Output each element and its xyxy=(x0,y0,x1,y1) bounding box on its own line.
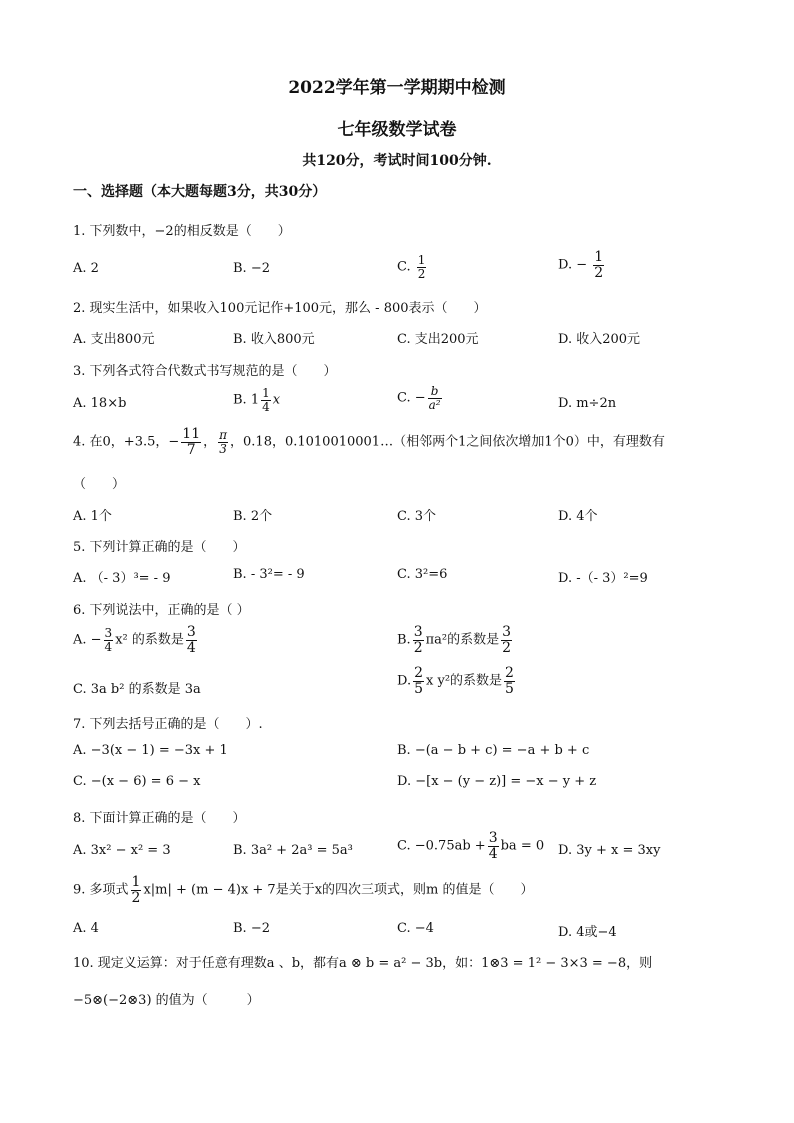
exam-subtitle: 七年级数学试卷 xyxy=(337,120,457,140)
q8-option-b: B. 3a² + 2a³ = 5a³ xyxy=(233,843,353,858)
question-2-stem: 2. 现实生活中，如果收入100元记作+100元，那么 - 800表示（ ） xyxy=(73,301,487,316)
q9-option-b: B. −2 xyxy=(233,921,270,936)
question-7-stem: 7. 下列去括号正确的是（ ）. xyxy=(73,717,263,732)
question-9-stem: 9. 多项式 $\frac{1}{2}$ x|m| + (m − 4)x + 7是关于x的四次三项式，则m 的值是（ ） xyxy=(73,874,534,906)
q1-option-a: A. 2 xyxy=(73,261,99,276)
section-heading: 一、选择题（本大题每题3分，共30分） xyxy=(73,184,327,200)
q8-option-d: D. 3y + x = 3xy xyxy=(558,843,661,858)
question-10-stem: 10. 现定义运算：对于任意有理数a 、b，都有a ⊗ b = a² − 3b，如：1⊗3 = 1² − 3×3 = −8，则 xyxy=(73,956,653,971)
question-8-stem: 8. 下面计算正确的是（ ） xyxy=(73,811,246,826)
q7-option-b: B. −(a − b + c) = −a + b + c xyxy=(397,743,590,758)
q1-option-b: B. −2 xyxy=(233,261,270,276)
q3-option-b: B. 1 $\frac{1}{4}$ x xyxy=(233,386,281,414)
q3-option-a: A. 18×b xyxy=(73,396,127,411)
q2-option-c: C. 支出200元 xyxy=(397,332,479,347)
q6-option-d: D. $\frac{2}{5}$ x y²的系数是 $\frac{2}{5}$ xyxy=(397,665,514,697)
q4-option-c: C. 3个 xyxy=(397,509,437,524)
q5-option-c: C. 3²=6 xyxy=(397,567,448,582)
q5-option-b: B. - 3²= - 9 xyxy=(233,567,305,582)
q4-option-b: B. 2个 xyxy=(233,509,273,524)
question-4-stem: 4. 在0，+3.5，− $\frac{11}{7}$ ， $\frac{\pi}{3}$ ，0.18，0.1010010001…（相邻两个1之间依次增加1个0）中，有理数有 xyxy=(73,426,665,458)
q4-option-d: D. 4个 xyxy=(558,509,598,524)
exam-info: 共120分，考试时间100分钟. xyxy=(302,153,492,169)
q7-option-d: D. −[x − (y − z)] = −x − y + z xyxy=(397,774,597,789)
q5-option-d: D. -（- 3）²=9 xyxy=(558,571,648,586)
question-6-stem: 6. 下列说法中，正确的是（ ） xyxy=(73,603,250,618)
q9-option-c: C. −4 xyxy=(397,921,434,936)
q7-option-a: A. −3(x − 1) = −3x + 1 xyxy=(73,743,228,758)
q8-option-a: A. 3x² − x² = 3 xyxy=(73,843,171,858)
q3-option-d: D. m÷2n xyxy=(558,396,617,411)
question-5-stem: 5. 下列计算正确的是（ ） xyxy=(73,540,246,555)
question-10-stem-cont: −5⊗(−2⊗3) 的值为（ ） xyxy=(73,993,260,1008)
q9-option-a: A. 4 xyxy=(73,921,99,936)
q3-option-c: C. − $\frac{b}{\text{a²}}$ xyxy=(397,384,441,412)
q6-option-b: B. $\frac{3}{2}$ πa²的系数是 $\frac{3}{2}$ xyxy=(397,624,512,656)
q8-option-c: C. −0.75ab + $\frac{3}{4}$ ba = 0 xyxy=(397,830,545,862)
q4-option-a: A. 1个 xyxy=(73,509,112,524)
q2-option-b: B. 收入800元 xyxy=(233,332,315,347)
question-1-stem: 1. 下列数中，−2的相反数是（ ） xyxy=(73,224,291,239)
q9-option-d: D. 4或−4 xyxy=(558,925,617,940)
question-4-stem-cont: （ ） xyxy=(73,477,126,492)
q5-option-a: A. （- 3）³= - 9 xyxy=(73,571,171,586)
q6-option-a: A. − $\frac{3}{4}$ x² 的系数是 $\frac{3}{4}$ xyxy=(73,624,196,656)
exam-title: 2022学年第一学期期中检测 xyxy=(288,78,506,98)
q2-option-d: D. 收入200元 xyxy=(558,332,641,347)
q2-option-a: A. 支出800元 xyxy=(73,332,155,347)
question-3-stem: 3. 下列各式符合代数式书写规范的是（ ） xyxy=(73,364,337,379)
q1-option-d: D. − $\frac{1}{2}$ xyxy=(558,249,604,281)
q7-option-c: C. −(x − 6) = 6 − x xyxy=(73,774,201,789)
q1-option-c: C. $\frac{1}{2}$ xyxy=(397,253,426,281)
q6-option-c: C. 3a b² 的系数是 3a xyxy=(73,682,201,697)
